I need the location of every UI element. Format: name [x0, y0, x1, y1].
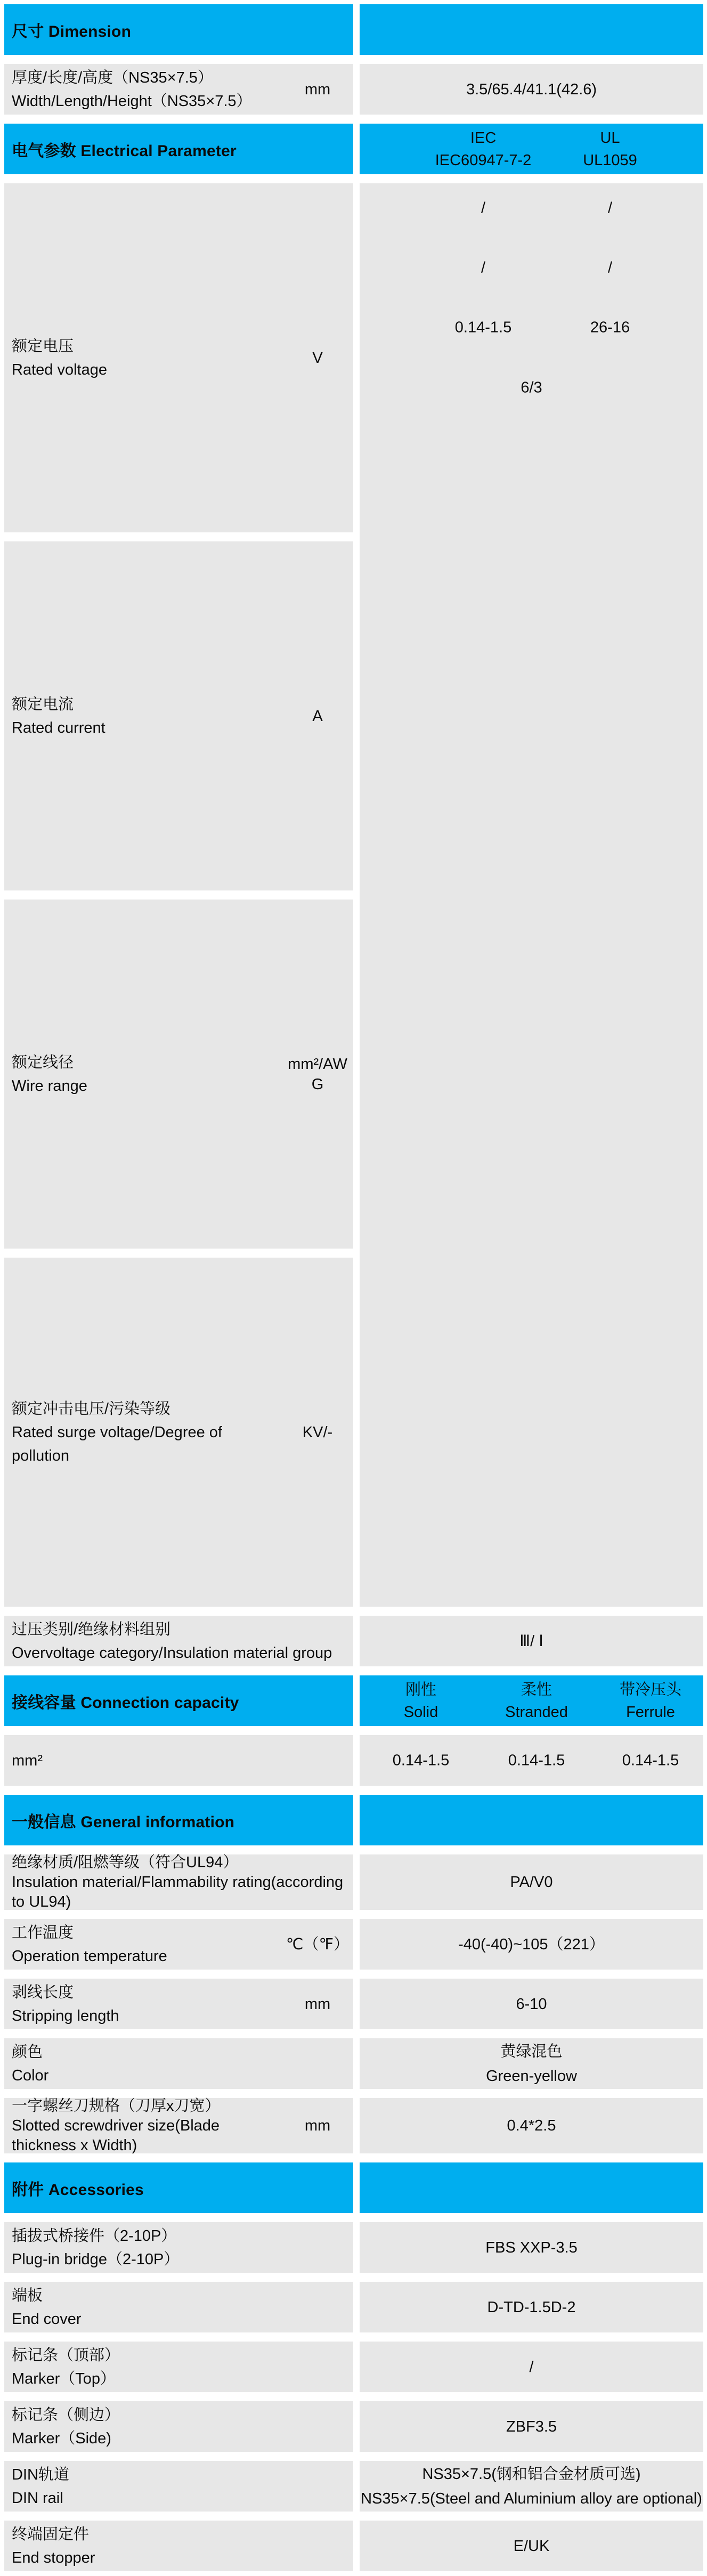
label-en: Rated voltage	[12, 361, 107, 378]
unit: mm²/AWG	[288, 1055, 347, 1093]
column-header-line1: UL	[600, 129, 620, 147]
label-en: Rated current	[12, 719, 105, 736]
row-value-cell	[360, 2461, 703, 2512]
row-label	[4, 1921, 285, 1968]
row-value-cell	[360, 1735, 703, 1786]
unit: mm	[304, 1995, 331, 2013]
row-stripping	[4, 1979, 703, 2029]
label-zh: 过压类别/绝缘材料组别	[12, 1621, 171, 1638]
header-right-cell	[360, 4, 703, 55]
row-value-cell	[360, 2098, 703, 2153]
value	[486, 2039, 577, 2088]
label-en: Operation temperature	[12, 1947, 167, 1965]
row-wire-range-label	[4, 900, 353, 1249]
row-end-stopper	[4, 2521, 703, 2571]
unit: mm	[304, 80, 331, 98]
unit: A	[312, 707, 323, 725]
label-zh: 额定电流	[12, 695, 74, 713]
row-label-cell	[4, 2098, 353, 2153]
value: D-TD-1.5D-2	[487, 2298, 576, 2316]
row-label	[4, 1051, 285, 1098]
header-title-cell	[4, 124, 353, 174]
value-en: NS35×7.5(Steel and Aluminium alloy are optional)	[361, 2490, 702, 2507]
row-label	[4, 1981, 285, 2028]
unit: ℃（℉）	[286, 1935, 350, 1953]
row-screwdriver	[4, 2098, 703, 2153]
label-zh: 端板	[12, 2287, 43, 2304]
label-en: Color	[12, 2067, 49, 2084]
label-en: Plug-in bridge（2-10P）	[12, 2250, 180, 2268]
row-label-cell	[4, 2282, 353, 2332]
row-rated-current-label	[4, 541, 353, 890]
label-zh: 额定电压	[12, 337, 74, 355]
value-iec: 0.14-1.5	[454, 319, 512, 336]
row-din-rail	[4, 2461, 703, 2512]
row-label-cell	[4, 2222, 353, 2273]
row-value-cell	[360, 1616, 703, 1666]
label-en: Insulation material/Flammability rating(according to UL94)	[12, 1873, 344, 1910]
section-header-dimension	[4, 4, 703, 55]
label-en: Width/Length/Height（NS35×7.5）	[12, 92, 252, 110]
row-label	[4, 2040, 353, 2087]
label-en: Wire range	[12, 1077, 87, 1095]
header-title-cell	[4, 1675, 353, 1726]
section-title: 电气参数 Electrical Parameter	[12, 142, 237, 160]
value: PA/V0	[510, 1874, 553, 1891]
row-label-cell	[4, 2401, 353, 2452]
row-label	[4, 1397, 285, 1468]
label-zh: mm²	[12, 1752, 43, 1769]
value-iec: /	[481, 259, 486, 277]
column-header-line1: 刚性	[405, 1681, 436, 1698]
column-header-solid	[404, 1679, 438, 1723]
value-ul: /	[607, 259, 613, 277]
column-header-stranded	[505, 1679, 568, 1723]
value-zh: 黄绿混色	[500, 2043, 563, 2060]
label-zh: 一字螺丝刀规格（刀厚x刀宽）	[12, 2097, 221, 2115]
section-header-general	[4, 1795, 703, 1845]
label-en: Rated surge voltage/Degree of pollution	[12, 1423, 222, 1464]
row-label-cell	[4, 1854, 353, 1910]
electrical-labels-stack	[4, 183, 353, 1607]
value: 0.4*2.5	[507, 2117, 556, 2134]
row-label-cell	[4, 64, 353, 115]
row-value-cell	[360, 64, 703, 115]
header-columns-cell	[360, 1675, 703, 1726]
row-label-cell	[4, 1616, 353, 1666]
column-header-ferrule	[620, 1679, 681, 1723]
value: E/UK	[513, 2537, 550, 2555]
row-label-cell	[4, 1979, 353, 2029]
row-label	[4, 2403, 353, 2450]
section-title: 一般信息 General information	[12, 1813, 235, 1831]
column-header-ul	[583, 127, 637, 172]
row-marker-side	[4, 2401, 703, 2452]
label-zh: 标记条（顶部）	[12, 2346, 120, 2364]
label-zh: 工作温度	[12, 1924, 74, 1941]
row-label-cell	[4, 1919, 353, 1970]
column-header-iec	[435, 127, 532, 172]
row-label	[4, 2463, 353, 2510]
row-label	[4, 335, 285, 382]
row-label	[4, 2344, 353, 2391]
column-header-line2: Stranded	[505, 1703, 568, 1721]
header-right-cell	[360, 1795, 703, 1845]
label-en: DIN rail	[12, 2489, 63, 2507]
header-right-cell	[360, 2162, 703, 2213]
value: Ⅲ/ Ⅰ	[519, 1632, 543, 1650]
label-zh: 颜色	[12, 2043, 43, 2061]
row-label	[4, 2284, 353, 2331]
row-marker-top	[4, 2342, 703, 2392]
row-value-cell	[360, 1854, 703, 1910]
label-zh: 绝缘材质/阻燃等级（符合UL94）	[12, 1853, 239, 1871]
label-en: End cover	[12, 2310, 82, 2328]
header-title-cell	[4, 2162, 353, 2213]
header-title-cell	[4, 4, 353, 55]
row-label	[4, 66, 285, 113]
value	[361, 2462, 702, 2511]
column-header-line1: IEC	[470, 129, 497, 147]
value: /	[529, 2358, 534, 2376]
label-zh: 厚度/长度/高度（NS35×7.5）	[12, 69, 213, 86]
row-value-cell	[360, 2038, 703, 2089]
value: 6/3	[521, 379, 542, 396]
row-bridge	[4, 2222, 703, 2273]
value-ferrule: 0.14-1.5	[622, 1752, 679, 1769]
unit: V	[312, 349, 323, 367]
column-header-line1: 带冷压头	[619, 1681, 682, 1698]
row-overvoltage	[4, 1616, 703, 1666]
row-label-cell	[4, 2521, 353, 2571]
value-iec: /	[481, 199, 486, 217]
row-label	[4, 2224, 353, 2271]
row-temperature	[4, 1919, 703, 1970]
value: -40(-40)~105（221）	[458, 1935, 605, 1953]
row-label-cell	[4, 2461, 353, 2512]
electrical-values-merged-cell	[360, 183, 703, 1607]
column-header-line2: Ferrule	[626, 1703, 675, 1721]
row-value-cell	[360, 1919, 703, 1970]
value: ZBF3.5	[506, 2418, 557, 2435]
value-zh: NS35×7.5(钢和铝合金材质可选)	[422, 2465, 641, 2483]
row-label	[4, 2096, 285, 2156]
label-en: Stripping length	[12, 2007, 119, 2024]
column-header-line2: Solid	[403, 1703, 438, 1721]
header-title-cell	[4, 1795, 353, 1845]
unit: KV/-	[302, 1423, 333, 1441]
row-end-cover	[4, 2282, 703, 2332]
section-title: 尺寸 Dimension	[12, 22, 132, 40]
value-stranded: 0.14-1.5	[508, 1752, 565, 1769]
header-columns-cell	[360, 124, 703, 174]
row-label	[4, 1749, 353, 1772]
row-value-cell	[360, 2401, 703, 2452]
row-label	[4, 2523, 353, 2570]
label-en: End stopper	[12, 2549, 95, 2566]
label-zh: 终端固定件	[12, 2525, 90, 2543]
row-label	[4, 1618, 353, 1665]
value-en: Green-yellow	[486, 2067, 577, 2085]
row-value-cell	[360, 1979, 703, 2029]
row-rated-voltage-label	[4, 183, 353, 532]
label-en: Slotted screwdriver size(Blade thickness x Width)	[12, 2117, 220, 2154]
row-color	[4, 2038, 703, 2089]
value: 3.5/65.4/41.1(42.6)	[466, 80, 597, 98]
row-value-cell	[360, 2282, 703, 2332]
row-label-cell	[4, 1735, 353, 1786]
section-title: 附件 Accessories	[12, 2181, 144, 2199]
value-ul: 26-16	[590, 319, 630, 336]
label-en: Marker（Side)	[12, 2429, 111, 2447]
section-header-electrical	[4, 124, 703, 174]
section-title: 接线容量 Connection capacity	[12, 1694, 239, 1712]
section-header-connection	[4, 1675, 703, 1726]
row-label	[4, 1853, 353, 1912]
column-header-line1: 柔性	[521, 1681, 552, 1698]
row-value-cell	[360, 2222, 703, 2273]
value-ul: /	[607, 199, 613, 217]
row-value-cell	[360, 2342, 703, 2392]
column-header-line2: UL1059	[583, 151, 637, 169]
row-insulation	[4, 1854, 703, 1910]
electrical-rows-group	[4, 183, 703, 1607]
row-label-cell	[4, 2038, 353, 2089]
value: FBS XXP-3.5	[485, 2239, 578, 2256]
label-en: Marker（Top）	[12, 2370, 116, 2387]
row-surge-label	[4, 1258, 353, 1607]
label-zh: 额定冲击电压/污染等级	[12, 1400, 171, 1417]
value-solid: 0.14-1.5	[392, 1752, 450, 1769]
row-value-cell	[360, 2521, 703, 2571]
label-zh: 额定线径	[12, 1054, 74, 1071]
section-header-accessories	[4, 2162, 703, 2213]
value: 6-10	[516, 1995, 547, 2013]
row-dimension	[4, 64, 703, 115]
row-label-cell	[4, 2342, 353, 2392]
column-header-line2: IEC60947-7-2	[435, 151, 532, 169]
label-zh: DIN轨道	[12, 2466, 69, 2483]
label-zh: 插拔式桥接件（2-10P）	[12, 2227, 177, 2245]
label-zh: 标记条（侧边）	[12, 2406, 120, 2424]
row-label	[4, 693, 285, 740]
unit: mm	[304, 2117, 331, 2134]
label-zh: 剥线长度	[12, 1983, 74, 2001]
label-en: Overvoltage category/Insulation material group	[12, 1644, 332, 1662]
row-capacity	[4, 1735, 703, 1786]
